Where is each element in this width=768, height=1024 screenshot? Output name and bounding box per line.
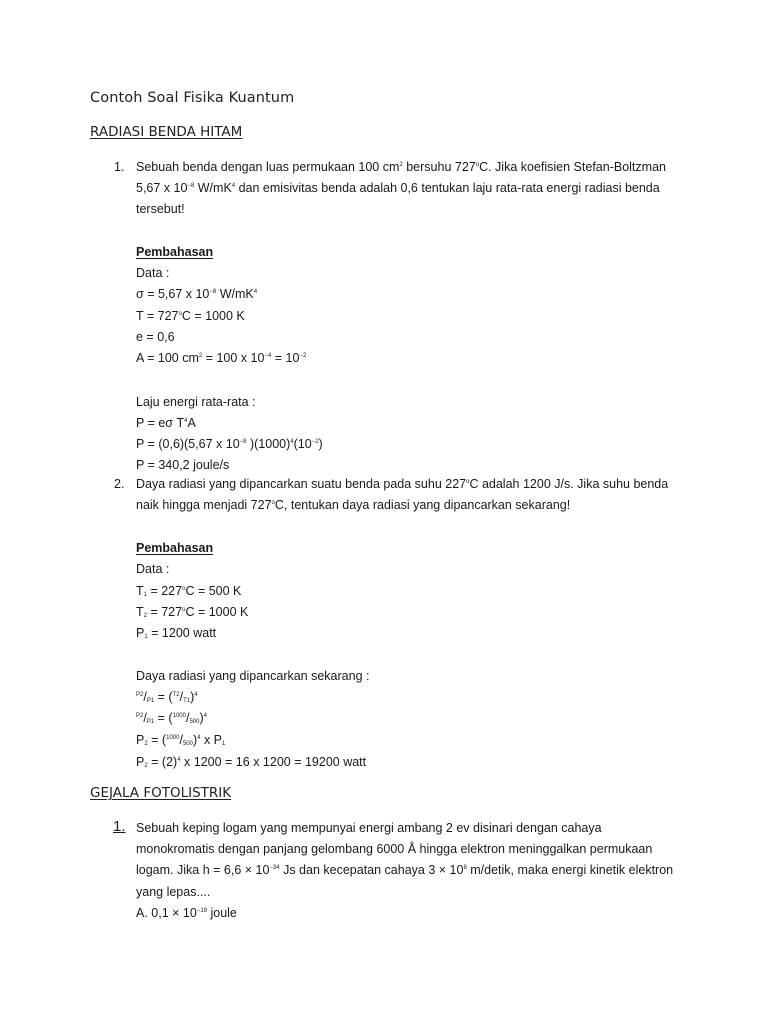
final-result-line: $P_2 = (2)^4$ x 1200 = 16 x 1200 = 19200 watt [136,755,367,769]
calculation-line: P = (0,6)(5,67 x $10^{-8}$ )$(1000)^4(10^{-2})$ [136,437,323,451]
data-p1: $P_1 = 1200$ watt [136,626,217,640]
ratio-values-line: $^{P2}/_{P1} = (^{1000}/_{500})^4$ [136,711,207,725]
data-sigma: σ = 5,67 x $10^{-8}$ $W/mK^4$ [136,287,258,301]
question-text-line: Sebuah keping logam yang mempunyai energi ambang 2 ev disinari dengan cahaya [136,821,602,835]
data-t2: $T_2 = 727^oC = 1000$ K [136,605,249,619]
question-text-line: naik hingga menjadi 727$^o$C, tentukan daya radiasi yang dipancarkan sekarang! [136,498,571,512]
question-text-line: logam. Jika $h = 6,6 \times 10^{-34}$ Js dan kecepatan cahaya $3 \times 10^8$ m/detik, maka energi kinetik elektron [136,863,674,877]
question-text-line: Daya radiasi yang dipancarkan suatu benda pada suhu 227$^o$C adalah 1200 J/s. Jika suhu benda [136,477,669,491]
question-text-line: monokromatis dengan panjang gelombang 6000 Å hingga elektron meninggalkan permukaan [136,842,653,856]
question-text-line: 5,67 x $10^{-8}$ $W/mK^4$ dan emisivitas benda adalah 0,6 tentukan laju rata-rata energi radiasi benda [136,181,660,195]
result-line: P = 340,2 joule/s [136,458,230,472]
daya-label: Daya radiasi yang dipancarkan sekarang : [136,669,370,683]
document-title: Contoh Soal Fisika Kuantum [90,90,295,106]
question-number: 1. [113,818,126,835]
question-text-line: tersebut! [136,202,185,216]
pembahasan-heading: Pembahasan [136,541,214,555]
data-t1: $T_1 = 227^oC = 500$ K [136,584,242,598]
laju-label: Laju energi rata-rata : [136,395,256,409]
data-emissivity: e = 0,6 [136,330,175,344]
question-number: 1. [114,160,125,174]
data-label: Data : [136,562,170,576]
answer-option-a: A. $0,1 \times 10^{-19}$ joule [136,906,237,920]
data-area: A = 100 $cm^2 = 100$ x $10^{-4} = 10^{-2}$ [136,351,307,365]
formula-line: P = eσ $T^4A$ [136,416,196,430]
question-number: 2. [114,477,125,491]
data-label: Data : [136,266,170,280]
p2-formula-line: $P_2 = (^{1000}/_{500})^4$ x $P_1$ [136,733,226,747]
question-text-line: Sebuah benda dengan luas permukaan 100 $cm^2$ bersuhu 727$^o$C. Jika koefisien Stefan-Boltzman [136,160,666,174]
pembahasan-heading: Pembahasan [136,245,214,259]
section-heading-fotolistrik: GEJALA FOTOLISTRIK [90,785,232,801]
question-text-line: yang lepas.... [136,885,211,899]
ratio-formula-line: $^{P2}/_{P1} = (^{T2}/_{T1})^4$ [136,690,198,704]
section-heading-radiasi: RADIASI BENDA HITAM [90,124,243,140]
data-temperature: $T = 727^oC = 1000$ K [136,309,245,323]
